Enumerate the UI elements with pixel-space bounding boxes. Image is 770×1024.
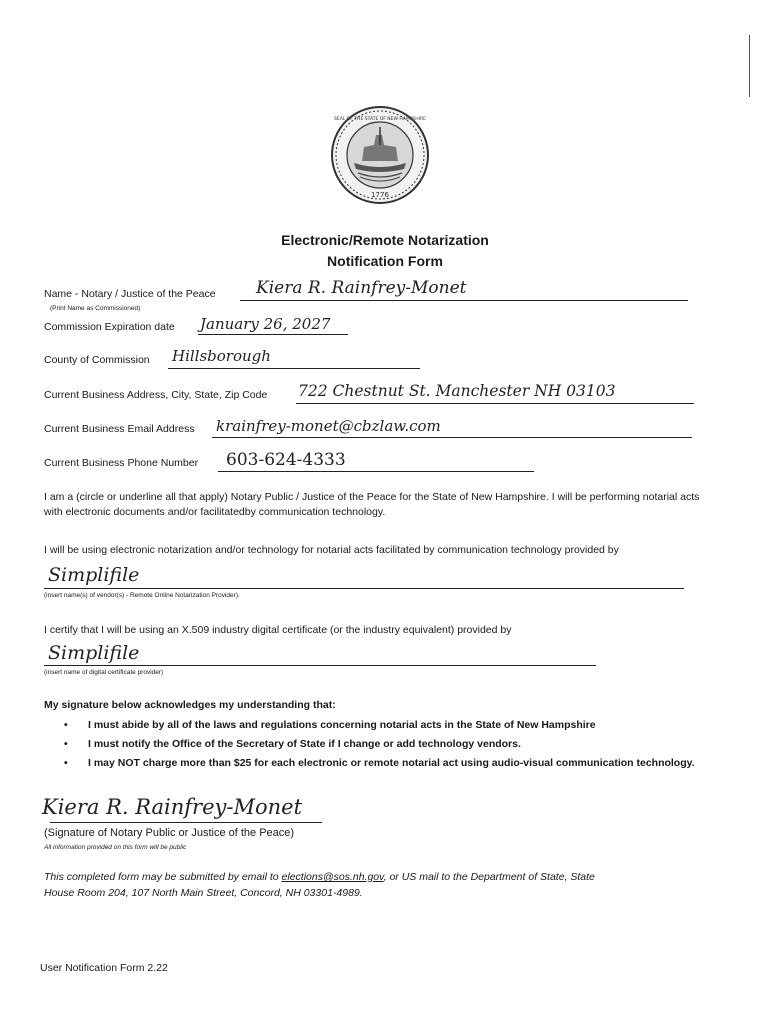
public-info-note: All information provided on this form will be public <box>44 844 187 851</box>
acknowledgement-item: • I must abide by all of the laws and regulations concerning notarial acts in the State of New Hampshire <box>44 717 704 733</box>
county-field[interactable]: Hillsborough <box>172 347 271 365</box>
phone-label: Current Business Phone Number <box>44 457 199 469</box>
acknowledgement-list <box>44 717 704 774</box>
certificate-field[interactable]: Simplifile <box>48 642 140 664</box>
notary-statement: I am a (circle or underline all that apply) Notary Public / Justice of the Peace for the State of New Hampshire. I will be performing notarial acts with electronic documents and/or facilitatedby communication technology. <box>44 491 700 518</box>
phone-underline <box>218 471 534 472</box>
signature-underline <box>50 822 322 823</box>
seal-year: 1776 <box>371 191 389 199</box>
address-label: Current Business Address, City, State, Zip Code <box>44 389 268 401</box>
submission-instructions <box>44 869 614 901</box>
acknowledgement-item: • I may NOT charge more than $25 for each electronic or remote notarial act using audio-visual communication technology. <box>44 755 704 771</box>
address-underline <box>296 403 694 404</box>
county-label: County of Commission <box>44 354 150 366</box>
submission-email-link[interactable]: elections@sos.nh.gov <box>281 871 384 883</box>
vendor-intro: I will be using electronic notarization and/or technology for notarial acts facilitated by communication technology provided by <box>44 544 619 556</box>
signature-caption: (Signature of Notary Public or Justice of the Peace) <box>44 827 295 839</box>
form-version-footer: User Notification Form 2.22 <box>40 962 168 974</box>
vendor-field[interactable]: Simplifile <box>48 564 140 586</box>
address-field[interactable]: 722 Chestnut St. Manchester NH 03103 <box>298 382 616 400</box>
vendor-caption: (insert name(s) of vendor(s) - Remote Online Notarization Provider). <box>44 592 240 599</box>
email-label: Current Business Email Address <box>44 423 195 435</box>
certificate-caption: (insert name of digital certificate provider) <box>44 669 164 676</box>
seal-outer-text: SEAL OF THE STATE OF NEW HAMPSHIRE <box>334 117 426 122</box>
phone-field[interactable]: 603-624-4333 <box>226 450 346 470</box>
state-seal-icon <box>330 105 430 205</box>
name-field[interactable]: Kiera R. Rainfrey-Monet <box>256 278 467 298</box>
form-title-line1: Electronic/Remote Notarization <box>281 232 489 248</box>
acknowledgement-heading: My signature below acknowledges my understanding that: <box>44 699 336 711</box>
vendor-underline <box>44 588 684 589</box>
certificate-intro: I certify that I will be using an X.509 industry digital certificate (or the industry equivalent) provided by <box>44 624 512 636</box>
county-underline <box>168 368 420 369</box>
email-field[interactable]: krainfrey-monet@cbzlaw.com <box>216 417 441 435</box>
name-sublabel: (Print Name as Commissioned) <box>50 305 141 312</box>
name-label: Name - Notary / Justice of the Peace <box>44 288 216 300</box>
certificate-underline <box>44 665 596 666</box>
expiration-label: Commission Expiration date <box>44 321 175 333</box>
email-underline <box>212 437 692 438</box>
expiration-underline <box>198 334 348 335</box>
form-title-line2: Notification Form <box>327 253 443 269</box>
expiration-field[interactable]: January 26, 2027 <box>200 315 331 333</box>
scan-edge-mark <box>749 35 750 97</box>
signature-field[interactable]: Kiera R. Rainfrey-Monet <box>42 795 303 819</box>
submission-text-after: , or US mail to the Department of State, State House Room 204, 107 North Main Street, Concord, NH 03301-4989. <box>44 871 595 899</box>
acknowledgement-item: • I must notify the Office of the Secretary of State if I change or add technology vendors. <box>44 736 704 752</box>
submission-text-before: This completed form may be submitted by email to <box>44 871 282 883</box>
name-underline <box>240 300 688 301</box>
